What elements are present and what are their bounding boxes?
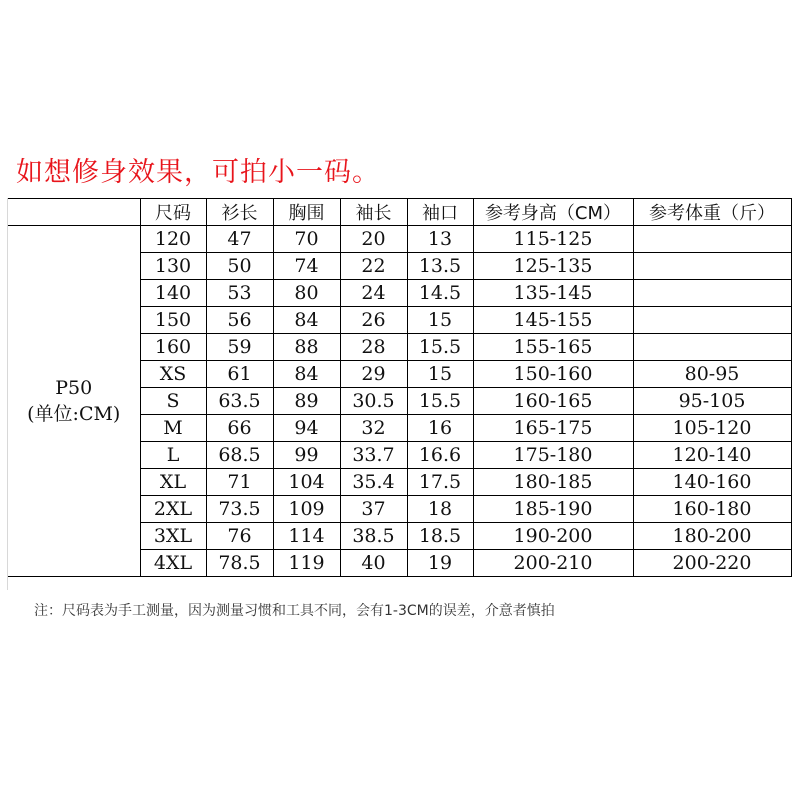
table-cell: 95-105	[633, 388, 791, 415]
table-cell: 185-190	[473, 496, 633, 523]
table-cell: 20	[340, 226, 407, 253]
size-label-cell: 4XL	[140, 550, 206, 577]
table-cell: 165-175	[473, 415, 633, 442]
table-cell: 26	[340, 307, 407, 334]
column-header: 尺码	[140, 199, 206, 226]
table-cell	[633, 334, 791, 361]
table-cell: 30.5	[340, 388, 407, 415]
table-cell: 22	[340, 253, 407, 280]
table-cell: 200-210	[473, 550, 633, 577]
table-cell: 56	[206, 307, 273, 334]
table-cell: 15.5	[407, 388, 473, 415]
table-cell: 73.5	[206, 496, 273, 523]
table-cell	[633, 280, 791, 307]
table-cell: 63.5	[206, 388, 273, 415]
table-cell: 19	[407, 550, 473, 577]
table-cell: 15	[407, 361, 473, 388]
table-cell: 104	[273, 469, 340, 496]
model-cell	[8, 226, 140, 577]
table-cell: 17.5	[407, 469, 473, 496]
size-label-cell: 3XL	[140, 523, 206, 550]
column-header: 参考身高（CM）	[473, 199, 633, 226]
model-code: P50	[55, 377, 93, 399]
table-cell: 89	[273, 388, 340, 415]
table-cell: 14.5	[407, 280, 473, 307]
table-cell: 29	[340, 361, 407, 388]
table-cell: 80-95	[633, 361, 791, 388]
table-cell: 84	[273, 361, 340, 388]
table-cell: 99	[273, 442, 340, 469]
table-cell: 145-155	[473, 307, 633, 334]
table-cell: 18	[407, 496, 473, 523]
table-cell: 120-140	[633, 442, 791, 469]
table-cell: 190-200	[473, 523, 633, 550]
table-cell: 160-165	[473, 388, 633, 415]
column-header: 袖口	[407, 199, 473, 226]
fit-advice-headline: 如想修身效果，可拍小一码。	[16, 157, 380, 188]
table-cell: 74	[273, 253, 340, 280]
table-cell: 53	[206, 280, 273, 307]
table-cell: 16	[407, 415, 473, 442]
table-cell: 114	[273, 523, 340, 550]
size-label-cell: XL	[140, 469, 206, 496]
column-header: 胸围	[273, 199, 340, 226]
table-cell: 28	[340, 334, 407, 361]
size-chart-table	[8, 198, 792, 577]
table-cell: 109	[273, 496, 340, 523]
table-cell	[633, 226, 791, 253]
size-label-cell: 120	[140, 226, 206, 253]
table-cell	[633, 307, 791, 334]
table-cell	[633, 253, 791, 280]
table-row	[8, 226, 791, 253]
table-cell: 50	[206, 253, 273, 280]
column-header: 袖长	[340, 199, 407, 226]
table-cell: 32	[340, 415, 407, 442]
table-cell: 61	[206, 361, 273, 388]
table-cell: 35.4	[340, 469, 407, 496]
header-blank-cell	[8, 199, 140, 226]
size-label-cell: 150	[140, 307, 206, 334]
size-label-cell: M	[140, 415, 206, 442]
table-cell: 175-180	[473, 442, 633, 469]
table-cell: 80	[273, 280, 340, 307]
table-cell: 180-200	[633, 523, 791, 550]
table-cell: 140-160	[633, 469, 791, 496]
table-cell: 70	[273, 226, 340, 253]
table-cell: 135-145	[473, 280, 633, 307]
table-cell: 68.5	[206, 442, 273, 469]
table-cell: 47	[206, 226, 273, 253]
table-cell: 125-135	[473, 253, 633, 280]
size-label-cell: XS	[140, 361, 206, 388]
table-cell: 40	[340, 550, 407, 577]
size-label-cell: 140	[140, 280, 206, 307]
table-cell: 84	[273, 307, 340, 334]
table-cell: 15.5	[407, 334, 473, 361]
size-label-cell: 2XL	[140, 496, 206, 523]
table-cell: 59	[206, 334, 273, 361]
table-cell: 180-185	[473, 469, 633, 496]
table-cell: 66	[206, 415, 273, 442]
table-cell: 78.5	[206, 550, 273, 577]
table-cell: 119	[273, 550, 340, 577]
table-cell: 76	[206, 523, 273, 550]
table-cell: 15	[407, 307, 473, 334]
column-header: 参考体重（斤）	[633, 199, 791, 226]
table-cell: 105-120	[633, 415, 791, 442]
table-cell: 18.5	[407, 523, 473, 550]
size-label-cell: 130	[140, 253, 206, 280]
table-cell: 155-165	[473, 334, 633, 361]
table-cell: 24	[340, 280, 407, 307]
table-cell: 13.5	[407, 253, 473, 280]
table-cell: 33.7	[340, 442, 407, 469]
size-label-cell: 160	[140, 334, 206, 361]
table-cell: 16.6	[407, 442, 473, 469]
model-unit: (单位:CM)	[27, 403, 121, 425]
table-cell: 94	[273, 415, 340, 442]
table-cell: 13	[407, 226, 473, 253]
table-cell: 160-180	[633, 496, 791, 523]
size-label-cell: L	[140, 442, 206, 469]
size-label-cell: S	[140, 388, 206, 415]
table-cell: 115-125	[473, 226, 633, 253]
table-cell: 71	[206, 469, 273, 496]
measurement-note: 注：尺码表为手工测量，因为测量习惯和工具不同，会有1-3CM的误差，介意者慎拍	[34, 603, 555, 619]
table-cell: 88	[273, 334, 340, 361]
header-row	[8, 199, 791, 226]
table-cell: 38.5	[340, 523, 407, 550]
column-header: 衫长	[206, 199, 273, 226]
table-cell: 150-160	[473, 361, 633, 388]
table-cell: 200-220	[633, 550, 791, 577]
table-cell: 37	[340, 496, 407, 523]
